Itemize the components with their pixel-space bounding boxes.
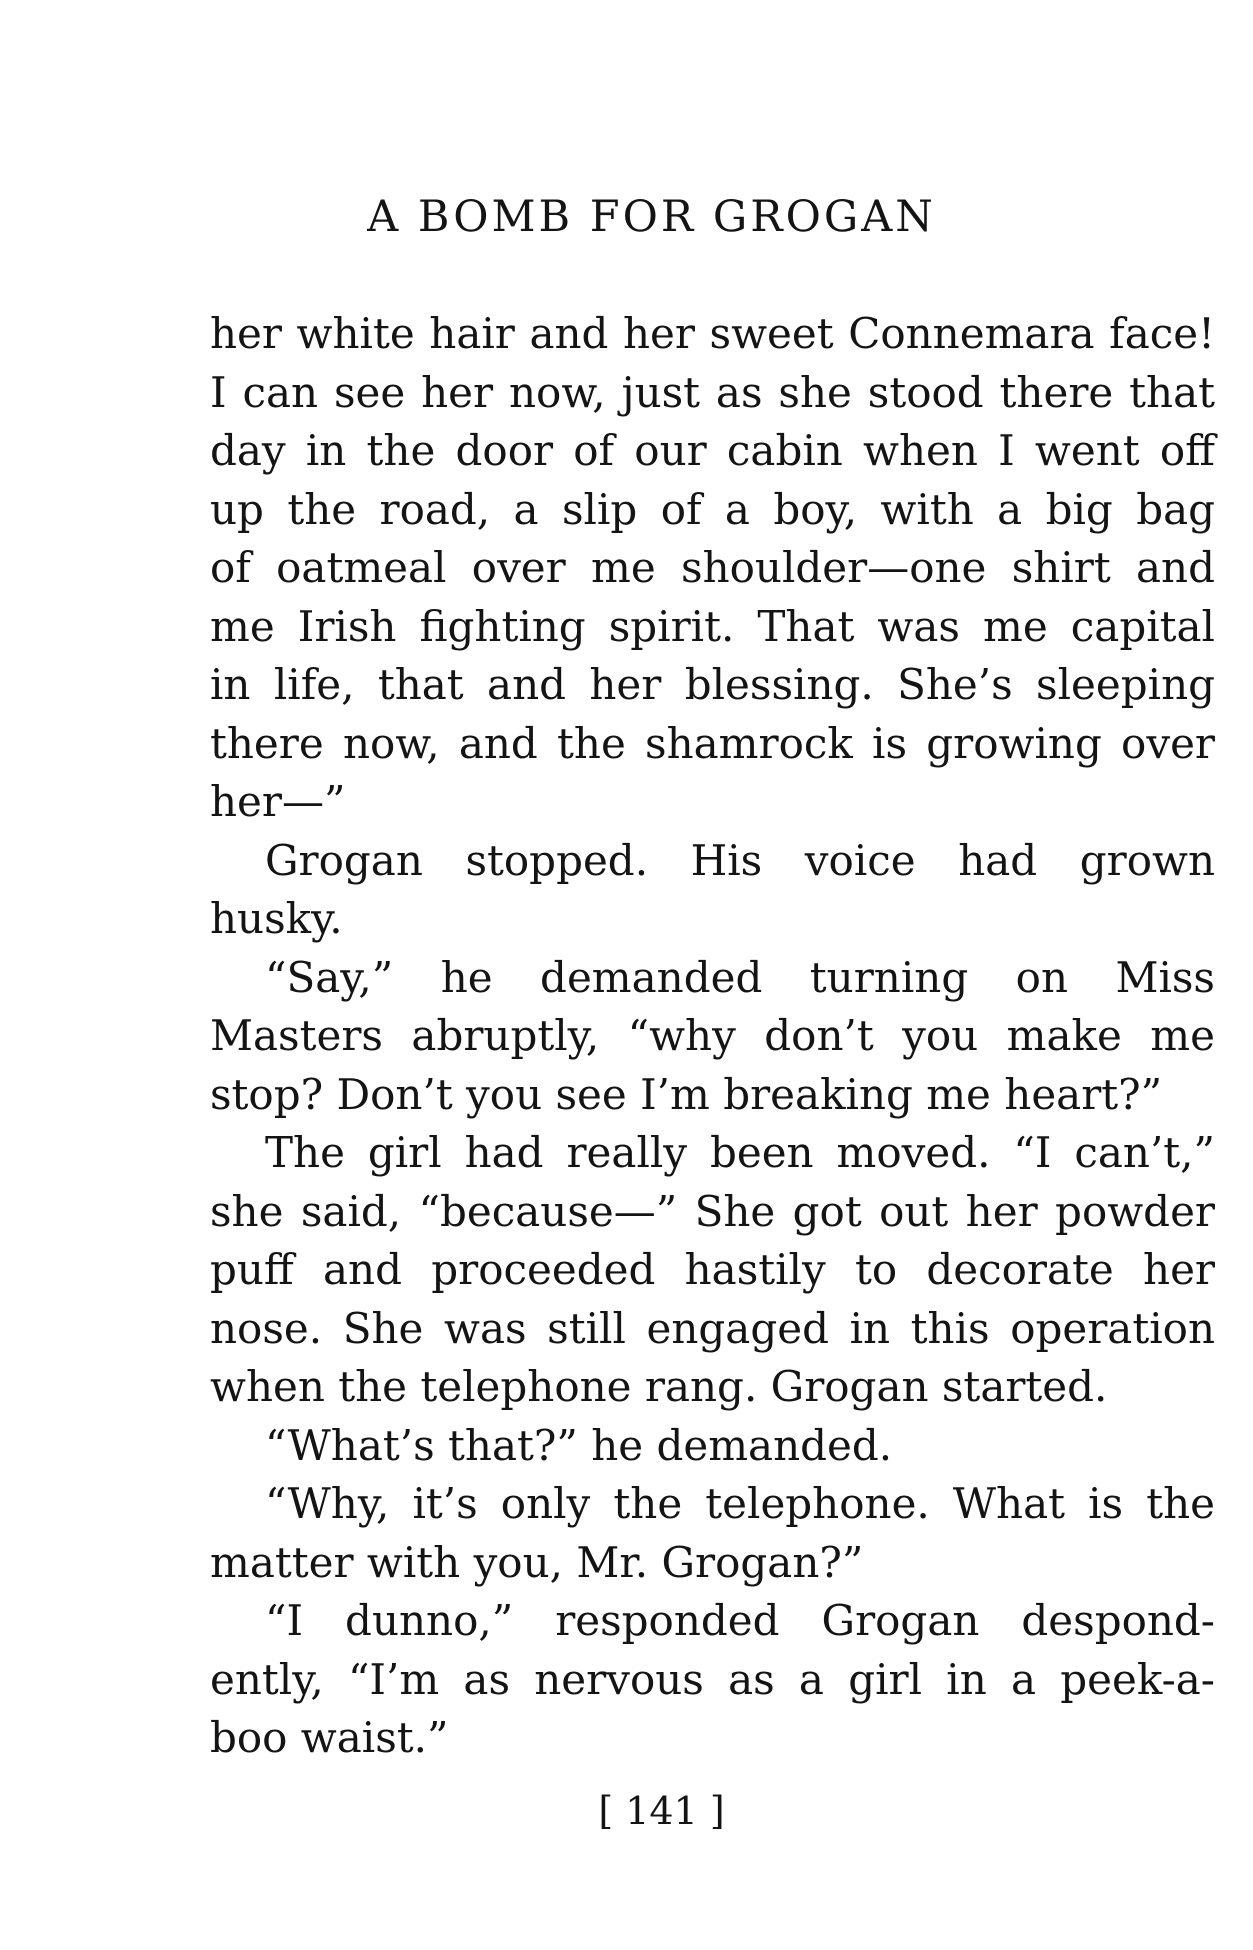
- text-line: in life, that and her blessing. She’s sleeping: [210, 660, 1215, 709]
- text-line: Grogan stopped. His voice had grown: [265, 835, 1215, 885]
- page-number: [ 141 ]: [598, 1789, 725, 1833]
- text-line: “I dunno,” responded Grogan despond-: [265, 1596, 1215, 1645]
- text-line: stop? Don’t you see I’m breaking me heart?”: [210, 1069, 1163, 1119]
- text-line: her white hair and her sweet Connemara face!: [210, 309, 1215, 358]
- body-text: [210, 305, 1215, 1768]
- text-line: I can see her now, just as she stood there that: [210, 367, 1215, 417]
- text-line: “Say,” he demanded turning on Miss: [265, 952, 1215, 1002]
- text-line: nose. She was still engaged in this operation: [210, 1303, 1215, 1353]
- text-line: her—”: [210, 777, 346, 826]
- text-line: The girl had really been moved. “I can’t,”: [265, 1128, 1215, 1177]
- text-line: “What’s that?” he demanded.: [265, 1420, 893, 1470]
- text-line: she said, “because—” She got out her powder: [210, 1186, 1215, 1236]
- text-line: there now, and the shamrock is growing over: [210, 718, 1215, 768]
- text-line: me Irish fighting spirit. That was me capital: [210, 601, 1215, 651]
- text-line: day in the door of our cabin when I went off: [210, 426, 1215, 475]
- text-line: when the telephone rang. Grogan started.: [210, 1362, 1108, 1411]
- text-line: ently, “I’m as nervous as a girl in a peek-a-: [210, 1654, 1215, 1704]
- text-line: puff and proceeded hastily to decorate her: [210, 1245, 1215, 1294]
- text-line: of oatmeal over me shoulder—one shirt and: [210, 543, 1215, 592]
- text-line: up the road, a slip of a boy, with a big bag: [210, 484, 1215, 534]
- text-line: “Why, it’s only the telephone. What is the: [265, 1479, 1215, 1528]
- running-head: A BOMB FOR GROGAN: [367, 192, 936, 242]
- text-line: boo waist.”: [210, 1713, 449, 1762]
- text-line: husky.: [210, 894, 343, 943]
- text-line: Masters abruptly, “why don’t you make me: [210, 1011, 1215, 1060]
- text-line: matter with you, Mr. Grogan?”: [210, 1537, 864, 1587]
